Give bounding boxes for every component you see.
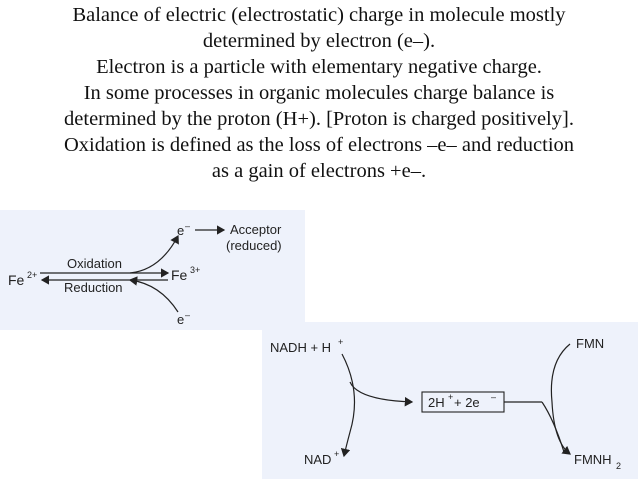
fmnh2-label: FMNH xyxy=(574,452,612,467)
iron-redox-diagram xyxy=(0,210,305,330)
electron-in-arrow xyxy=(130,280,178,312)
text-line: Oxidation is defined as the loss of electrons –e– and reduction xyxy=(63,134,575,156)
fe3-charge: 3+ xyxy=(190,265,201,275)
center-2e-sup: – xyxy=(491,392,497,402)
fe3-label: Fe xyxy=(171,267,188,283)
nadh-sup: + xyxy=(338,337,344,347)
acceptor-sub-label: (reduced) xyxy=(226,238,282,253)
nadh-to-center-arrow xyxy=(350,382,412,402)
slide-text xyxy=(0,2,638,184)
e-top-label: e xyxy=(177,223,185,238)
center-2h-sup: + xyxy=(448,392,454,402)
text-line: Balance of electric (electrostatic) charge in molecule mostly xyxy=(72,4,566,26)
nad-sup: + xyxy=(334,449,340,459)
fe2-label: Fe xyxy=(8,272,25,288)
text-line: determined by the proton (H+). [Proton is charged positively]. xyxy=(64,108,574,130)
reduction-label: Reduction xyxy=(64,280,123,295)
text-line: determined by electron (e–). xyxy=(202,30,436,52)
nadh-to-nad-arrow xyxy=(342,354,355,456)
nadh-fmn-diagram xyxy=(262,322,638,479)
acceptor-label: Acceptor xyxy=(230,222,282,237)
nad-label: NAD xyxy=(304,452,332,467)
fmnh2-sub: 2 xyxy=(616,461,622,471)
nadh-label: NADH + H xyxy=(270,340,332,355)
text-line: In some processes in organic molecules charge balance is xyxy=(83,82,555,104)
e-bottom-sup: – xyxy=(185,310,191,320)
text-line: Electron is a particle with elementary negative charge. xyxy=(96,56,542,78)
e-top-sup: – xyxy=(185,221,191,231)
center-2e: + 2e xyxy=(454,395,480,410)
fe2-charge: 2+ xyxy=(27,270,38,280)
oxidation-label: Oxidation xyxy=(67,256,122,271)
e-bottom-label: e xyxy=(177,312,185,327)
text-line: as a gain of electrons +e–. xyxy=(211,160,427,182)
fmn-label: FMN xyxy=(576,336,605,351)
fmn-to-fmnh2-arrow xyxy=(551,344,570,454)
center-2h: 2H xyxy=(428,395,445,410)
nadh-fmn-figure xyxy=(262,322,638,479)
iron-redox-figure xyxy=(0,210,305,330)
